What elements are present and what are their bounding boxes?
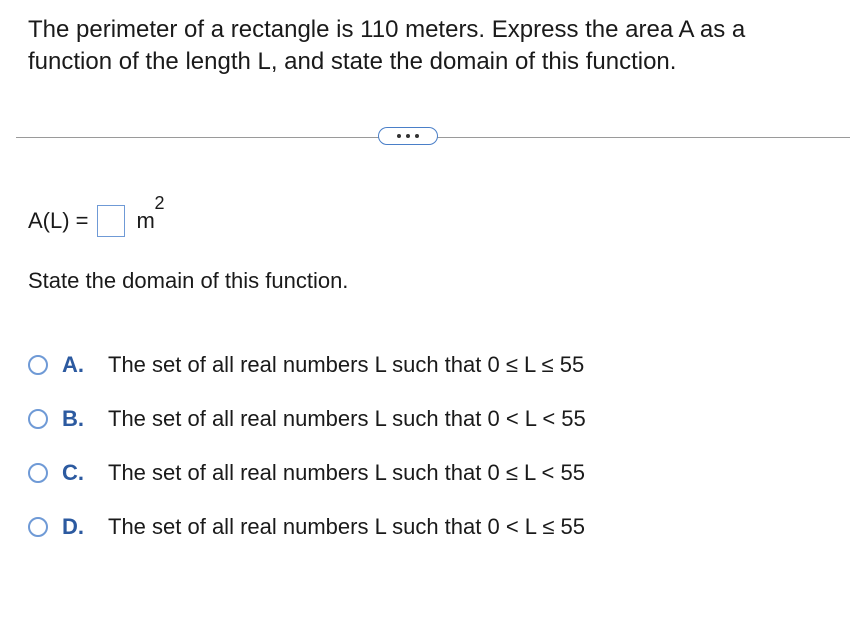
- radio-button-icon[interactable]: [28, 463, 48, 483]
- radio-button-icon[interactable]: [28, 409, 48, 429]
- option-c[interactable]: [28, 446, 586, 500]
- ellipsis-icon: [415, 134, 419, 138]
- option-d[interactable]: [28, 500, 586, 554]
- expand-details-button[interactable]: [378, 127, 438, 145]
- option-text: The set of all real numbers L such that 0 ≤ L < 55: [108, 460, 585, 485]
- radio-button-icon[interactable]: [28, 517, 48, 537]
- question-text: The perimeter of a rectangle is 110 meters. Express the area A as a function of the length L, and state the domain of this function.: [28, 16, 746, 75]
- domain-prompt: State the domain of this function.: [28, 268, 349, 293]
- option-text: The set of all real numbers L such that 0 < L < 55: [108, 406, 586, 431]
- domain-options: [28, 338, 586, 554]
- option-text: The set of all real numbers L such that 0 < L ≤ 55: [108, 514, 585, 539]
- unit-base: m: [136, 208, 155, 233]
- option-b[interactable]: [28, 392, 586, 446]
- radio-button-icon[interactable]: [28, 355, 48, 375]
- option-text: The set of all real numbers L such that 0 ≤ L ≤ 55: [108, 352, 585, 377]
- ellipsis-icon: [406, 134, 410, 138]
- option-letter: D.: [62, 514, 84, 539]
- area-function-answer: [28, 193, 165, 243]
- area-function-label: A(L) =: [28, 208, 89, 233]
- option-letter: B.: [62, 406, 84, 431]
- area-answer-input[interactable]: [97, 205, 125, 237]
- option-letter: C.: [62, 460, 84, 485]
- option-a[interactable]: [28, 338, 586, 392]
- unit-exponent: 2: [154, 193, 165, 213]
- option-letter: A.: [62, 352, 84, 377]
- area-unit: [136, 193, 165, 234]
- ellipsis-icon: [397, 134, 401, 138]
